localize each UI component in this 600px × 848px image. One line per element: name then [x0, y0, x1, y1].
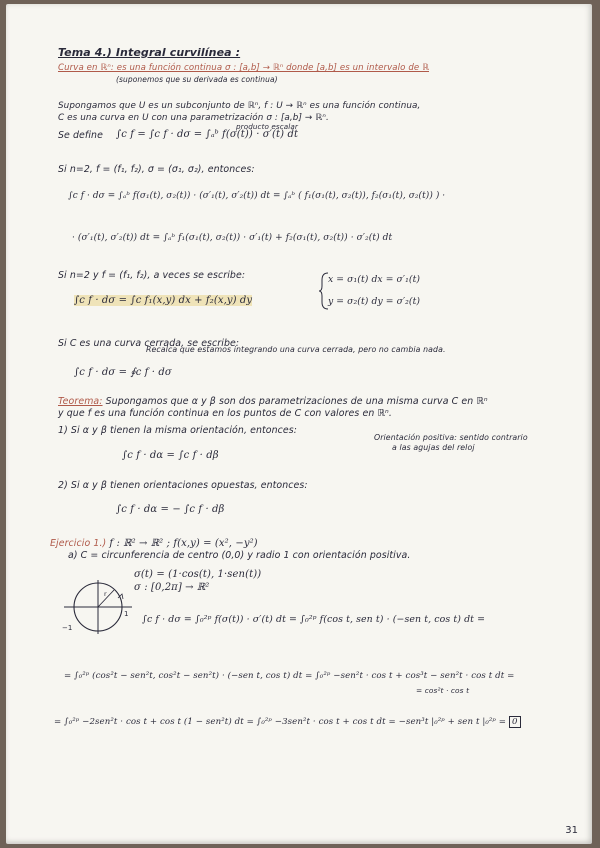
- unit-circle-diagram: [60, 578, 136, 636]
- alt-notation-formula: ∫c f · dσ = ∫c f₁(x,y) dx + f₂(x,y) dy: [74, 295, 253, 306]
- curve-definition-line2: (suponemos que su derivada es continua): [116, 75, 278, 84]
- calculation-line2-note: = cos²t · cos t: [416, 686, 470, 695]
- substitution-y: y = σ₂(t) dy = σ′₂(t): [328, 296, 421, 307]
- circle-label-r: r: [104, 590, 107, 598]
- parametrization-line1: σ(t) = (1·cos(t), 1·sen(t)): [134, 569, 262, 580]
- n2-formula-line2: · (σ′₁(t), σ′₂(t)) dt = ∫ₐᵇ f₁(σ₁(t), σ₂(t)) · σ′₁(t) + f₂(σ₁(t), σ₂(t)) · σ′₂(t) dt: [72, 233, 393, 243]
- final-result: 0: [509, 716, 521, 728]
- notebook-page: [6, 4, 592, 844]
- theorem-formula2: ∫c f · dα = − ∫c f · dβ: [116, 504, 225, 515]
- theorem-line1: Teorema: Supongamos que α y β son dos parametrizaciones de una misma curva C en ℝⁿ: [58, 396, 488, 407]
- calculation-line1: ∫c f · dσ = ∫₀²ᵖ f(σ(t)) · σ′(t) dt = ∫₀²ᵖ f(cos t, sen t) · (−sen t, cos t) dt =: [142, 614, 486, 625]
- system-brace: [318, 272, 330, 310]
- page-number: 31: [565, 825, 578, 836]
- positive-orientation-note1: Orientación positiva: sentido contrario: [374, 433, 528, 442]
- n2-intro: Si n=2, f = (f₁, f₂), σ = (σ₁, σ₂), entonces:: [58, 164, 255, 175]
- substitution-x: x = σ₁(t) dx = σ′₁(t): [328, 274, 421, 285]
- calculation-line2: = ∫₀²ᵖ (cos²t − sen²t, cos²t − sen²t) · (−sen t, cos t) dt = ∫₀²ᵖ −sen²t · cos t + cos³t − sen²t · cos t dt =: [64, 671, 515, 681]
- calculation-line3: = ∫₀²ᵖ −2sen²t · cos t + cos t (1 − sen²t) dt = ∫₀²ᵖ −3sen²t · cos t + cos t dt = −sen³t |₀²ᵖ + sen t |₀²ᵖ = 0: [54, 716, 521, 728]
- suppose-line1: Supongamos que U es un subconjunto de ℝⁿ, f : U → ℝⁿ es una función continua,: [58, 101, 421, 111]
- closed-curve-formula: ∫c f · dσ = ∮c f · dσ: [74, 367, 172, 378]
- circle-label-one: 1: [124, 610, 129, 618]
- parametrization-line2: σ : [0,2π] → ℝ²: [134, 582, 210, 593]
- closed-curve-intro: Si C es una curva cerrada, se escribe:: [58, 338, 240, 349]
- theorem-item1: 1) Si α y β tienen la misma orientación, entonces:: [58, 425, 298, 436]
- line-integral-definition: ∫c f = ∫c f · dσ = ∫ₐᵇ f(σ(t)) · σ′(t) dt: [116, 129, 299, 140]
- exercise-part-a: a) C = circunferencia de centro (0,0) y radio 1 con orientación positiva.: [68, 550, 411, 561]
- scalar-product-note: producto escalar: [236, 122, 298, 131]
- theorem-line2: y que f es una función continua en los puntos de C con valores en ℝⁿ.: [58, 408, 392, 419]
- exercise-label: Ejercicio 1.): [50, 538, 107, 549]
- n2-formula-line1: ∫c f · dσ = ∫ₐᵇ f(σ₁(t), σ₂(t)) · (σ′₁(t), σ′₂(t)) dt = ∫ₐᵇ ( f₁(σ₁(t), σ₂(t)), f₂(σ₁(t), σ₂(t)) ) ·: [68, 191, 446, 201]
- define-label: Se define: [58, 130, 103, 141]
- suppose-line2: C es una curva en U con una parametrización σ : [a,b] → ℝⁿ.: [58, 113, 329, 123]
- page-title: Tema 4.) Integral curvilínea :: [58, 46, 241, 59]
- positive-orientation-note2: a las agujas del reloj: [392, 443, 475, 452]
- alt-notation-intro: Si n=2 y f = (f₁, f₂), a veces se escribe:: [58, 270, 246, 281]
- exercise-header: Ejercicio 1.) f : ℝ² → ℝ² ; f(x,y) = (x², −y²): [50, 538, 258, 549]
- circle-label-minus-one: −1: [62, 624, 73, 632]
- theorem-item2: 2) Si α y β tienen orientaciones opuestas, entonces:: [58, 480, 308, 491]
- curve-definition-line1: Curva en ℝⁿ: es una función continua σ : [a,b] → ℝⁿ donde [a,b] es un intervalo de ℝ: [58, 63, 429, 73]
- theorem-formula1: ∫c f · dα = ∫c f · dβ: [122, 450, 219, 461]
- theorem-label: Teorema:: [58, 396, 103, 407]
- closed-curve-note: Recalca que estamos integrando una curva cerrada, pero no cambia nada.: [146, 345, 446, 354]
